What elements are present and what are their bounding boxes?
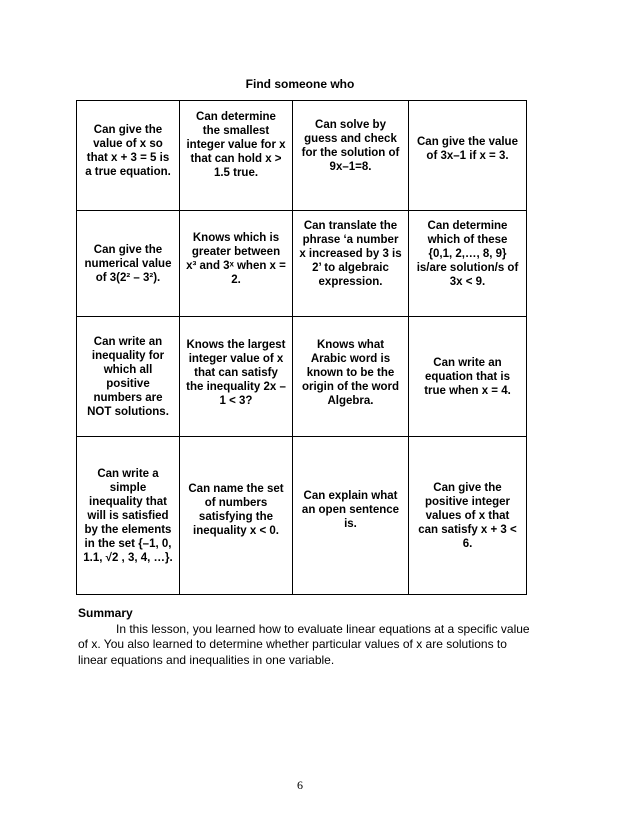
page-number: 6 <box>297 778 303 792</box>
table-cell <box>293 317 409 437</box>
table-cell <box>409 437 527 595</box>
table-cell <box>409 101 527 211</box>
page-title: Find someone who <box>245 77 355 91</box>
cell-text: Knows what Arabic word is known to be the origin of the word Algebra. <box>301 338 400 407</box>
cell-text: Can give the value of x so that x + 3 = 5 is a true equation. <box>85 123 171 178</box>
table-cell <box>77 437 180 595</box>
cell-text: Can determine the smallest integer value for x that can hold x > 1.5 true. <box>186 110 286 179</box>
cell-text: Can write an inequality for which all positive numbers are NOT solutions. <box>87 335 169 418</box>
table-cell <box>180 101 293 211</box>
table-cell <box>180 211 293 317</box>
cell-text: Can write an equation that is true when x = 4. <box>424 356 511 397</box>
table-cell <box>293 101 409 211</box>
summary-heading: Summary <box>78 606 133 620</box>
table-cell <box>77 101 180 211</box>
cell-text: Can explain what an open sentence is. <box>301 489 400 530</box>
summary-section <box>78 606 538 668</box>
table-cell <box>180 317 293 437</box>
table-cell <box>293 437 409 595</box>
cell-text: Can give the positive integer values of x that can satisfy x + 3 < 6. <box>418 481 517 550</box>
cell-text: Knows the largest integer value of x that can satisfy the inequality 2x – 1 < 3? <box>186 338 286 407</box>
table-cell <box>180 437 293 595</box>
cell-text: Can translate the phrase ‘a number x increased by 3 is 2’ to algebraic expression. <box>299 219 402 288</box>
cell-text: Can solve by guess and check for the solution of 9x–1=8. <box>301 118 400 173</box>
find-someone-who-table <box>76 100 527 595</box>
cell-text: Can give the value of 3x–1 if x = 3. <box>417 135 518 162</box>
table-cell <box>409 317 527 437</box>
cell-text: Can write a simple inequality that will is satisfied by the elements in the set {–1, 0, 1.1, √2 , 3, 4, …}. <box>83 467 173 564</box>
cell-text: Can determine which of these {0,1, 2,…, 8, 9} is/are solution/s of 3x < 9. <box>416 219 519 288</box>
table-cell <box>293 211 409 317</box>
table-cell <box>77 211 180 317</box>
summary-text: In this lesson, you learned how to evaluate linear equations at a specific value of x. You also learned to determine whether particular values of x are solutions to linear equations and inequalities in one variable. <box>78 621 530 667</box>
cell-text: Can give the numerical value of 3(2² – 3²). <box>84 243 172 284</box>
table-cell <box>409 211 527 317</box>
cell-text: Knows which is greater between x³ and 3ˣ when x = 2. <box>186 231 286 286</box>
cell-text: Can name the set of numbers satisfying the inequality x < 0. <box>188 482 284 537</box>
table-cell <box>77 317 180 437</box>
